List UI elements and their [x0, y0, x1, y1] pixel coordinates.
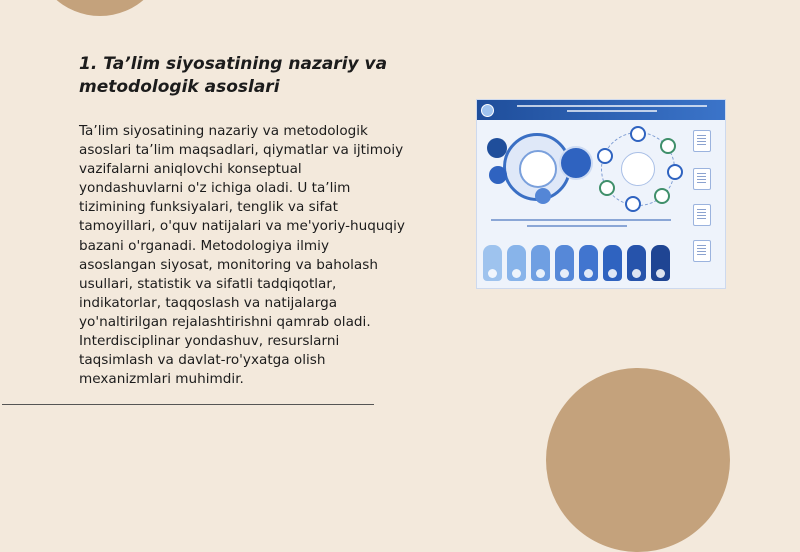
cluster-small-disc-1	[487, 138, 507, 158]
pill-2	[507, 245, 526, 281]
ring-node-7	[597, 148, 613, 164]
ring-center	[621, 152, 655, 186]
document-icon-3	[693, 204, 711, 226]
decorative-circle-top	[33, 0, 167, 16]
ring-node-1	[630, 126, 646, 142]
ring-node-5	[625, 196, 641, 212]
ring-node-3	[667, 164, 683, 180]
infographic-header	[477, 100, 725, 120]
slide-title: 1. Ta’lim siyosatining nazariy va metodologik asoslari	[79, 54, 388, 97]
cluster-small-disc-3	[535, 188, 551, 204]
logo-icon	[481, 104, 494, 117]
pill-4	[555, 245, 574, 281]
pill-8	[651, 245, 670, 281]
document-icon-2	[693, 168, 711, 190]
document-icon-4	[693, 240, 711, 262]
caption-line-1	[491, 219, 671, 221]
cluster-small-disc-2	[489, 166, 507, 184]
cluster-inner-disc	[519, 150, 557, 188]
pill-1	[483, 245, 502, 281]
infographic-header-text-blur	[507, 102, 717, 112]
infographic-image	[476, 99, 726, 289]
caption-line-2	[527, 225, 627, 227]
ring-node-6	[599, 180, 615, 196]
pill-6	[603, 245, 622, 281]
ring-node-2	[660, 138, 676, 154]
pill-7	[627, 245, 646, 281]
cluster-right-disc	[559, 146, 593, 180]
divider-line	[2, 404, 374, 405]
ring-node-4	[654, 188, 670, 204]
slide-body-text: Ta’lim siyosatining nazariy va metodologik asoslari ta’lim maqsadlari, qiymatlar va ijtimoiy vazifalarni aniqlovchi konseptual yondashuvlarni o'z ichiga oladi. U ta’lim tizimining funksiyalari, tenglik va sifat tamoyillari, o'quv natijalari va me'yoriy-huquqiy bazani o'rganadi. Metodologiya ilmiy asoslangan siyosat, monitoring va baholash usullari, statistik va sifatli tadqiqotlar, indikatorlar, taqqoslash va natijalarga yo'naltirilgan rejalashtirishni qamrab oladi. Interdisciplinar yondashuv, resurslarni taqsimlash va davlat-ro'yxatga olish mexanizmlari muhimdir.	[79, 123, 405, 388]
decorative-circle-bottom	[546, 368, 730, 552]
pill-5	[579, 245, 598, 281]
document-icon-1	[693, 130, 711, 152]
pill-3	[531, 245, 550, 281]
